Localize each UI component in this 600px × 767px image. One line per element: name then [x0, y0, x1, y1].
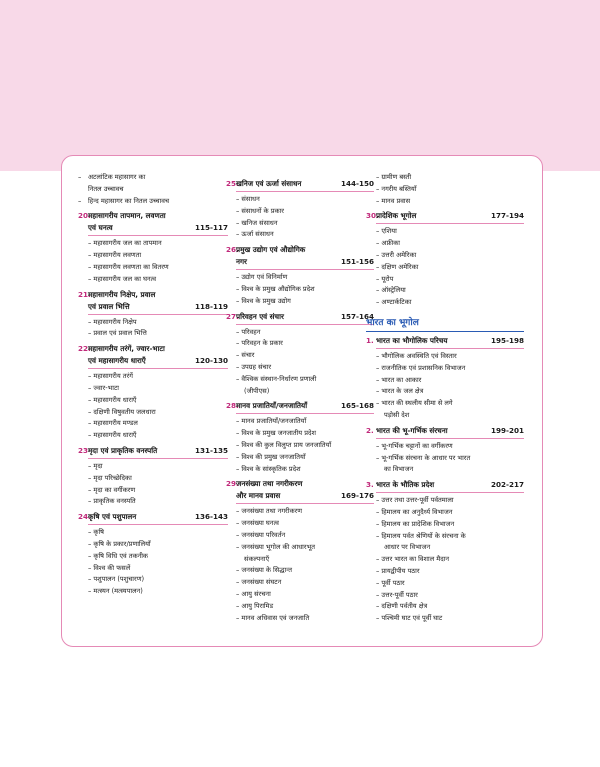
list-item: – ऊर्जा संसाधन [236, 230, 274, 239]
section-heading-23: 23मृदा एवं प्राकृतिक वनस्पति 131-135 [78, 445, 228, 455]
list-item: – मत्स्यन (मत्स्यपालन) [88, 587, 143, 596]
list-item: – आयु संरचना [236, 589, 271, 598]
list-item: – उत्तरी अमेरिका [376, 250, 417, 259]
part-title-india-geography: भारत का भूगोल [366, 315, 524, 332]
list-item: – खनिज संसाधन [236, 218, 278, 227]
section-heading-27: 27.परिवहन एवं संचार 157-164 [226, 311, 374, 321]
list-item: – अण्टार्कटिका [376, 298, 412, 307]
list-item: – विश्व के प्रमुख औद्योगिक प्रदेश [236, 284, 315, 293]
list-item: – महासागरीय जल का तापमान [88, 239, 162, 248]
list-item: – महासागरीय निक्षेप [88, 317, 137, 326]
list-item: – भारत के जल क्षेत्र [376, 387, 424, 396]
list-item: – अटलांटिक महासागर का [78, 173, 146, 181]
list-item: – महासागरीय धाराएँ [88, 431, 137, 440]
list-item: – विश्व के प्रमुख जनजातीय प्रदेश [236, 429, 316, 438]
list-item: – संसाधन [236, 195, 260, 203]
list-item: – राजनीतिक एवं प्रशासनिक विभाजन [376, 363, 466, 372]
list-item: – आयु पिरामिड [236, 601, 274, 610]
top-pink-band [0, 0, 600, 171]
section-heading-28: 28.मानव प्रजातियाँ/जनजातियाँ 165-168 [226, 401, 374, 411]
list-item: – दक्षिणी पर्वतीय क्षेत्र [376, 602, 428, 611]
list-item: – उत्तर भारत का विशाल मैदान [376, 555, 450, 564]
list-item: – वैश्विक संस्थान-निर्धारण प्रणाली [236, 374, 317, 383]
list-item: – जनसंख्या तथा नगरीकरण [236, 507, 302, 516]
list-item: (जीपीएस) [244, 386, 270, 395]
list-item: – परिवहन [236, 327, 261, 336]
list-item: – महासागरीय तरंगें [88, 372, 133, 381]
list-item: – महासागरीय मण्डल [88, 419, 138, 428]
section-heading-22: 22.महासागरीय तरंगें, ज्वार-भाटा एवं महासागरीय धाराएँ 120-130 [78, 344, 228, 366]
contents-column-2 [226, 172, 374, 624]
list-item: – ऑस्ट्रेलिया [376, 286, 406, 295]
section-heading-26: 26.प्रमुख उद्योग एवं औद्योगिक नगर 151-156 [226, 245, 374, 267]
section-heading-29: 29.जनसंख्या तथा नगरीकरण और मानव प्रवास 169-176 [226, 479, 374, 501]
list-item: – दक्षिणी विषुवतीय जलधारा [88, 407, 156, 416]
list-item: – दक्षिण अमेरिका [376, 262, 419, 271]
list-item: – जनसंख्या संघटन [236, 578, 282, 587]
list-item: – जनसंख्या परिवर्तन [236, 530, 286, 539]
list-item: – मानव प्रवास [376, 196, 411, 205]
list-item: – महासागरीय लवणता [88, 251, 142, 260]
list-item: – जनसंख्या भूगोल की आधारभूत [236, 542, 315, 551]
list-item: – संसाधनों के प्रकार [236, 206, 284, 215]
list-item: – उद्योग एवं विनिर्माण [236, 273, 288, 282]
list-item: – हिमालय का प्रादेशिक विभाजन [376, 519, 455, 528]
section-heading-india-1: 1. भारत का भौगोलिक परिचय 195-198 [366, 335, 524, 345]
list-item: – हिमालय का अनुदैर्ध्य विभाजन [376, 507, 453, 516]
section-heading-24: 24.कृषि एवं पशुपालन 136-143 [78, 512, 228, 522]
list-item: – यूरोप [376, 274, 394, 283]
list-item: – उत्तर-पूर्वी पठार [376, 590, 418, 599]
list-item: – अफ्रीका [376, 239, 401, 248]
list-item: – विश्व के प्रमुख उद्योग [236, 296, 291, 305]
list-item: – भारत की स्थलीय सीमा से लगे [376, 399, 453, 408]
list-item: – जनसंख्या घनत्व [236, 519, 279, 528]
list-item: – महासागरीय धाराएँ [88, 395, 137, 404]
list-item: – संचार [236, 351, 255, 360]
section-heading-20: 20.महासागरीय तापमान, लवणता एवं घनत्व 115-117 [78, 211, 228, 233]
section-heading-india-3: 3. भारत के भौतिक प्रदेश 202-217 [366, 480, 524, 490]
list-item: – जनसंख्या के सिद्धान्त [236, 566, 292, 575]
section-heading-21: 21.महासागरीय निक्षेप, प्रवाल एवं प्रवाल भित्ति 118-119 [78, 289, 228, 311]
list-item: – प्रवाल एवं प्रवाल भित्ति [88, 329, 147, 338]
list-item: – प्रायद्वीपीय पठार [376, 566, 420, 575]
list-item: – भौगोलिक अवस्थिति एवं विस्तार [376, 351, 457, 360]
section-heading-india-2: 2. भारत की भू-गर्भिक संरचना 199-201 [366, 425, 524, 435]
list-item: – कृषि के प्रकार/प्रणालियाँ [88, 539, 151, 548]
contents-column-1 [78, 172, 228, 598]
list-item: आधार पर विभाजन [384, 543, 431, 552]
list-item: – पूर्वी पठार [376, 578, 405, 587]
list-item: – विश्व के सांस्कृतिक प्रदेश [236, 464, 301, 473]
list-item: – भू-गर्भिक संरचना के आधार पर भारत [376, 453, 471, 462]
list-item: – पश्चिमी घाट एवं पूर्वी घाट [376, 614, 443, 623]
list-item: – मानव अधिवास एवं जनजाति [236, 613, 310, 622]
list-item: – परिवहन के प्रकार [236, 339, 283, 348]
list-item: – हिमालय पर्वत श्रेणियों के संरचना के [376, 531, 466, 540]
list-item: – भू-गर्भिक चट्टानों का वर्गीकरण [376, 441, 453, 450]
contents-column-3 [366, 172, 524, 625]
list-item: – एशिया [376, 227, 397, 236]
list-item: – नगरीय बस्तियाँ [376, 184, 417, 193]
list-item: – भारत का आकार [376, 375, 422, 384]
list-item: – ज्वार-भाटा [88, 383, 120, 392]
list-item: नितल उच्चावच [88, 184, 124, 193]
list-item: संकल्पनाएँ [244, 554, 270, 563]
list-item: – हिन्द महासागर का नितल उच्चावच [78, 196, 170, 205]
list-item: – ग्रामीण बस्ती [376, 173, 412, 181]
section-heading-30: 30.प्रादेशिक भूगोल 177-194 [366, 211, 524, 221]
list-item: – कृषि [88, 528, 104, 537]
list-item: – मृदा परिच्छेदिका [88, 473, 132, 482]
list-item: – विश्व की कुल विलुप्त प्राय जनजातियाँ [236, 440, 332, 449]
list-item: – कृषि विधि एवं तकनीक [88, 551, 148, 560]
list-item: – विश्व की फसलें [88, 563, 131, 572]
list-item: – महासागरीय लवणता का वितरण [88, 262, 169, 271]
list-item: – मृदा [88, 461, 103, 470]
list-item: – उत्तर तथा उत्तर-पूर्वी पर्वतमाला [376, 496, 454, 505]
list-item: का विभाजन [384, 465, 414, 474]
list-item: – उपग्रह संचार [236, 362, 272, 371]
list-item: – मानव प्रजातियाँ/जनजातियाँ [236, 417, 307, 426]
list-item: – मृदा का वर्गीकरण [88, 485, 136, 494]
list-item: पड़ोसी देश [384, 410, 410, 419]
section-heading-25: 25.खनिज एवं ऊर्जा संसाधन 144-150 [226, 179, 374, 188]
list-item: – विश्व की प्रमुख जनजातियाँ [236, 452, 306, 461]
list-item: – प्राकृतिक वनस्पति [88, 497, 136, 506]
list-item: – पशुपालन (पशुचारण) [88, 575, 145, 584]
list-item: – महासागरीय जल का घनत्व [88, 274, 157, 283]
